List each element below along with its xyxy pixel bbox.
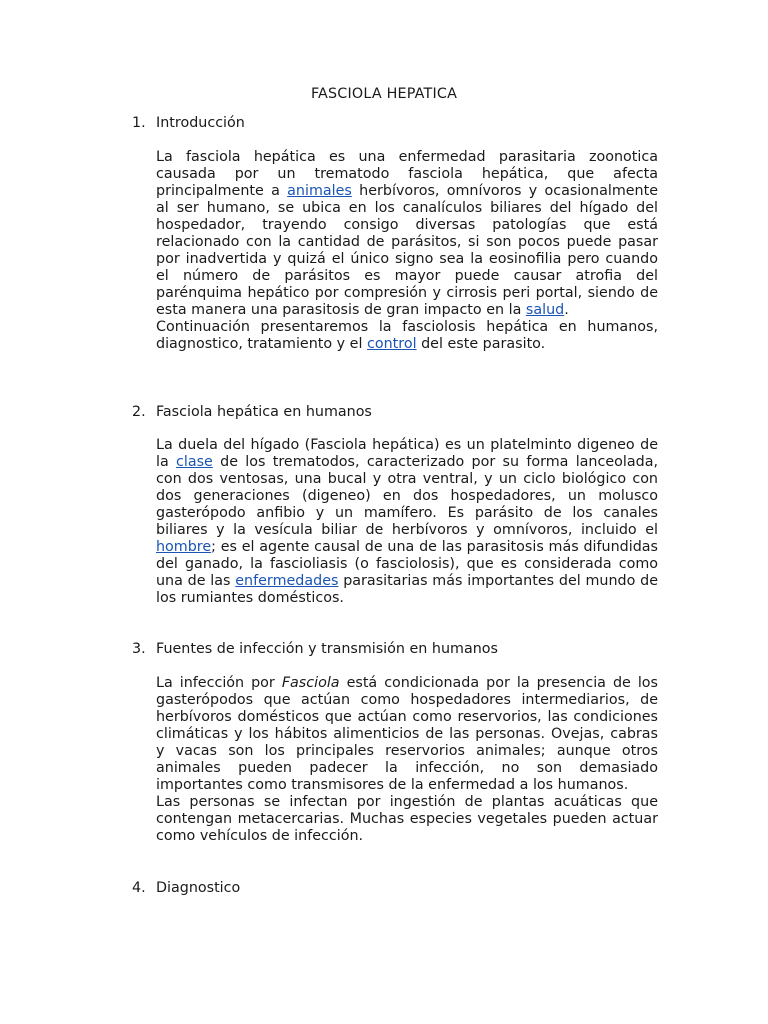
link-control[interactable]: control: [367, 336, 417, 352]
section-heading-introduccion: [132, 113, 245, 133]
link-salud[interactable]: salud: [525, 302, 565, 318]
section-number: 1.: [132, 115, 146, 131]
section-title: Fasciola hepática en humanos: [156, 404, 372, 420]
section-title: Diagnostico: [156, 880, 241, 896]
text-run: está condicionada por la presencia de los gasterópodos que actúan como hospedadores intermediarios, de herbívoros domésticos que actúan como reservorios, las condiciones climáticas y los hábitos alimenticios de las personas. Ovejas, cabras y vacas son los principales reservorios animales; aunque otros animales pueden padecer la infección, no son demasiado importantes como transmisores de la enfermedad a los humanos.: [156, 675, 658, 793]
document-title: FASCIOLA HEPATICA: [310, 86, 458, 102]
section-body-fasciola-humanos: [156, 437, 658, 607]
section-number: 2.: [132, 404, 146, 420]
section-number: 4.: [132, 880, 146, 896]
paragraph: [156, 319, 658, 353]
section-heading-fuentes-infeccion: [132, 639, 498, 659]
italic-text: Fasciola: [281, 675, 340, 691]
text-run: La duela del hígado (Fasciola hepática) es un platelminto digeneo de la: [156, 437, 658, 470]
section-title: Fuentes de infección y transmisión en humanos: [156, 641, 498, 657]
text-run: .: [564, 302, 569, 318]
link-clase[interactable]: clase: [176, 454, 213, 470]
section-body-fuentes-infeccion: [156, 675, 658, 845]
paragraph: Las personas se infectan por ingestión de plantas acuáticas que contengan metacercarias. Muchas especies vegetales pueden actuar como vehículos de infección.: [156, 794, 658, 844]
section-number: 3.: [132, 641, 146, 657]
section-title: Introducción: [156, 115, 245, 131]
text-run: de los trematodos, caracterizado por su forma lanceolada, con dos ventosas, una bucal y otra ventral, y un ciclo biológico con dos generaciones (digeneo) en dos hospedadores, un molusco gasterópodo anfibio y un mamífero. Es parásito de los canales biliares y la vesícula biliar de herbívoros y omnívoros, incluido el: [156, 454, 659, 538]
link-enfermedades[interactable]: enfermedades: [235, 573, 339, 589]
text-run: parasitarias más importantes del mundo de los rumiantes domésticos.: [156, 573, 658, 606]
section-heading-fasciola-humanos: [132, 402, 372, 422]
text-run: La fasciola hepática es una enfermedad parasitaria zoonotica causada por un trematodo fasciola hepática, que afecta principalmente a: [156, 149, 658, 199]
paragraph: [156, 675, 658, 794]
text-run: del este parasito.: [416, 336, 546, 352]
paragraph: [156, 437, 658, 607]
text-run: La infección por: [156, 675, 282, 691]
paragraph: [156, 149, 658, 319]
text-run: Continuación presentaremos la fasciolosis hepática en humanos, diagnostico, tratamiento y el: [156, 319, 658, 352]
link-hombre[interactable]: hombre: [156, 539, 212, 555]
text-run: ; es el agente causal de una de las parasitosis más difundidas del ganado, la fascioliasis (o fasciolosis), que es considerada como una de las: [156, 539, 658, 589]
text-run: herbívoros, omnívoros y ocasionalmente al ser humano, se ubica en los canalículos biliares del hígado del hospedador, trayendo consigo diversas patologías que está relacionado con la cantidad de parásitos, si son pocos puede pasar por inadvertida y quizá el único signo sea la eosinofilia pero cuando el número de parásitos es mayor puede causar atrofia del parénquima hepático por compresión y cirrosis peri portal, siendo de esta manera una parasitosis de gran impacto en la: [156, 183, 658, 318]
section-body-introduccion: [156, 149, 658, 353]
link-animales[interactable]: animales: [287, 183, 352, 199]
section-heading-diagnostico: [132, 878, 240, 898]
